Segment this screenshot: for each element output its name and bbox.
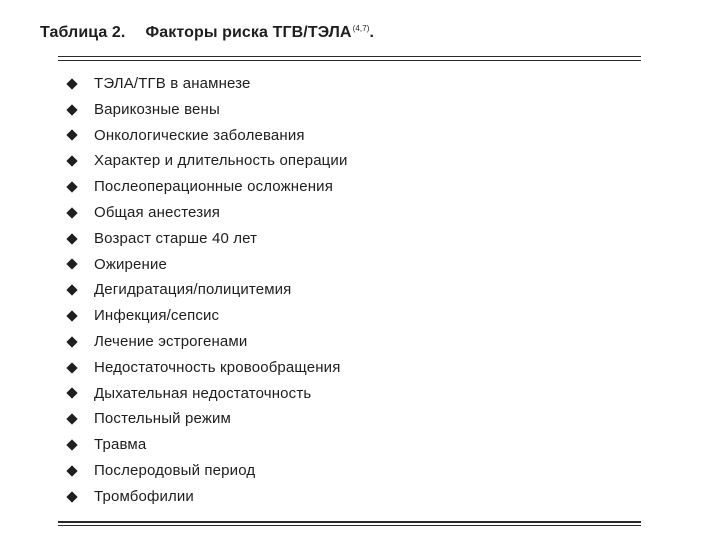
diamond-bullet-icon bbox=[66, 78, 77, 89]
list-item-text: Характер и длительность операции bbox=[94, 152, 348, 170]
list-item bbox=[66, 329, 347, 355]
diamond-bullet-icon bbox=[66, 310, 77, 321]
caption-period: . bbox=[369, 24, 375, 41]
list-item-text: Дегидратация/полицитемия bbox=[94, 281, 292, 299]
list-item-text: Недостаточность кровообращения bbox=[94, 358, 341, 376]
list-item-text: Возраст старше 40 лет bbox=[94, 229, 258, 247]
list-item-text: Постельный режим bbox=[94, 410, 231, 428]
list-item-text: Послеродовый период bbox=[94, 461, 256, 479]
diamond-bullet-icon bbox=[66, 414, 77, 425]
diamond-bullet-icon bbox=[66, 439, 77, 450]
list-item-text: Варикозные вены bbox=[94, 100, 220, 118]
diamond-bullet-icon bbox=[66, 104, 77, 115]
top-rule bbox=[58, 56, 641, 57]
list-item bbox=[66, 406, 347, 432]
diamond-bullet-icon bbox=[66, 465, 77, 476]
diamond-bullet-icon bbox=[66, 285, 77, 296]
diamond-bullet-icon bbox=[66, 181, 77, 192]
top-rule-inner bbox=[58, 60, 641, 61]
diamond-bullet-icon bbox=[66, 233, 77, 244]
table-caption bbox=[40, 24, 374, 42]
list-item-text: Онкологические заболевания bbox=[94, 126, 305, 144]
list-item bbox=[66, 226, 347, 252]
list-item-text: Общая анестезия bbox=[94, 203, 221, 221]
list-item bbox=[66, 277, 347, 303]
list-item-text: Дыхательная недостаточность bbox=[94, 384, 312, 402]
table-title: Факторы риска ТГВ/ТЭЛА bbox=[145, 24, 352, 41]
list-item bbox=[66, 381, 347, 407]
list-item bbox=[66, 123, 347, 149]
list-item bbox=[66, 174, 347, 200]
list-item-text: Инфекция/сепсис bbox=[94, 307, 220, 325]
list-item bbox=[66, 252, 347, 278]
reference-superscript: (4,7) bbox=[352, 24, 370, 33]
diamond-bullet-icon bbox=[66, 388, 77, 399]
list-item bbox=[66, 303, 347, 329]
diamond-bullet-icon bbox=[66, 336, 77, 347]
bottom-rule-inner bbox=[58, 525, 641, 526]
bottom-rule bbox=[58, 521, 641, 523]
list-item bbox=[66, 200, 347, 226]
list-item bbox=[66, 97, 347, 123]
list-item-text: Ожирение bbox=[94, 255, 167, 273]
diamond-bullet-icon bbox=[66, 156, 77, 167]
risk-factor-list bbox=[66, 71, 347, 510]
diamond-bullet-icon bbox=[66, 362, 77, 373]
list-item-text: ТЭЛА/ТГВ в анамнезе bbox=[94, 75, 251, 92]
list-item bbox=[66, 432, 347, 458]
diamond-bullet-icon bbox=[66, 259, 77, 270]
list-item-text: Травма bbox=[94, 436, 147, 454]
list-item bbox=[66, 458, 347, 484]
list-item-text: Лечение эстрогенами bbox=[94, 332, 248, 350]
diamond-bullet-icon bbox=[66, 130, 77, 141]
table-number: Таблица 2. bbox=[40, 24, 126, 41]
diamond-bullet-icon bbox=[66, 207, 77, 218]
diamond-bullet-icon bbox=[66, 491, 77, 502]
list-item bbox=[66, 71, 347, 97]
list-item-text: Тромбофилии bbox=[94, 487, 194, 505]
list-item bbox=[66, 148, 347, 174]
list-item bbox=[66, 355, 347, 381]
list-item bbox=[66, 484, 347, 510]
list-item-text: Послеоперационные осложнения bbox=[94, 178, 333, 196]
